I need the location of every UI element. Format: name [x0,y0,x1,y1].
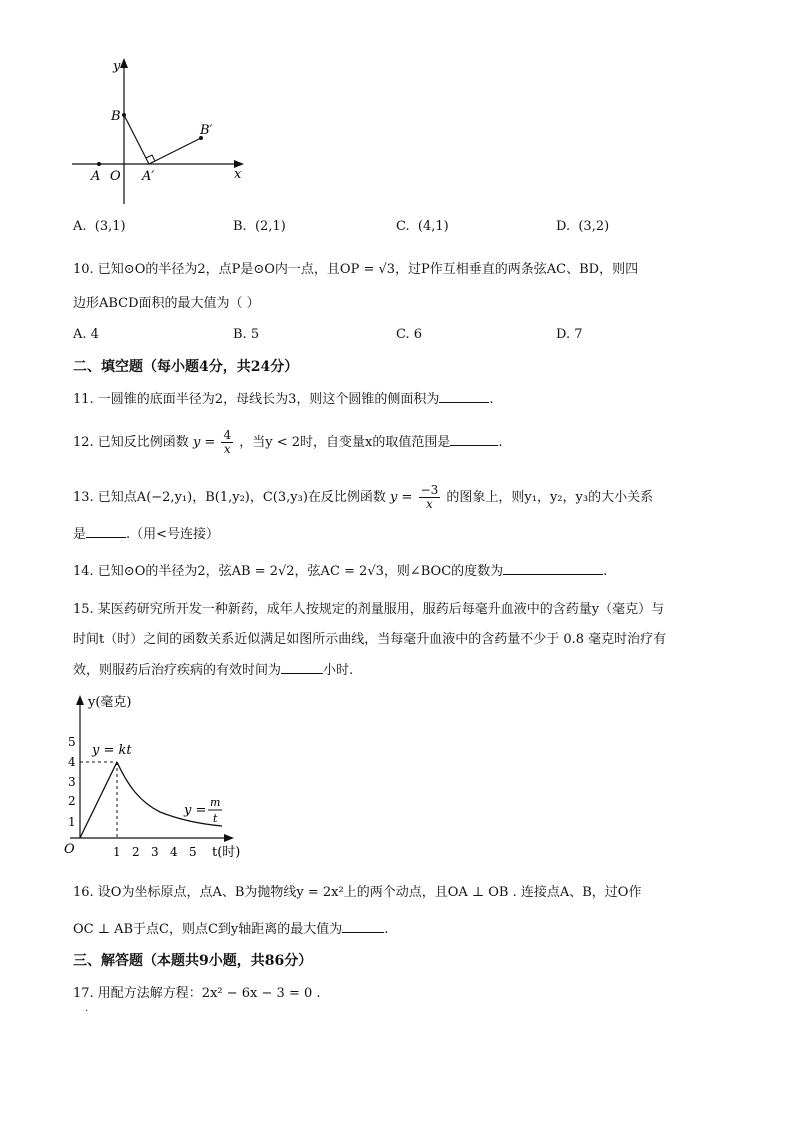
option-value: 7 [574,327,583,342]
label-A: A [91,169,101,184]
q13-func-y: y = [390,490,413,505]
q9-option-c [396,219,449,234]
q16-line2-end: . [384,922,389,937]
x-tick-2: 2 [132,845,140,859]
q14 [73,562,607,581]
q12-func-y: y = [192,435,216,450]
q11-period: . [489,392,494,407]
q12-mid: ，当y < 2时，自变量x的取值范围是 [239,435,451,450]
option-letter: B. [233,327,247,342]
option-value: (4,1) [417,219,449,234]
label-A-prime: A′ [142,169,155,184]
x-tick-5: 5 [189,845,197,859]
q10-option-a [73,327,99,342]
y-tick-4: 4 [68,755,76,769]
option-value: (2,1) [254,219,286,234]
q16-line1: 16. 设O为坐标原点，点A、B为抛物线y = 2x²上的两个动点，且OA ⊥ OB . 连接点A、B，过O作 [73,885,642,900]
x-axis-label: t(时) [212,845,241,860]
q10-line2: 边形ABCD面积的最大值为（ ） [73,296,260,311]
y-axis-arrow [120,58,128,68]
q15-line3-end: 小时. [323,663,354,678]
option-letter: D. [556,327,571,342]
q12-period: . [498,435,503,450]
q9-option-d [556,219,609,234]
q13-line1 [73,483,653,513]
option-letter: C. [396,327,410,342]
y-tick-2: 2 [68,794,76,808]
q11-text: 11. 一圆锥的底面半径为2，母线长为3，则这个圆锥的侧面积为 [73,392,440,407]
q13-line2-end: .（用<号连接） [126,527,220,542]
q15-answer-blank[interactable] [281,661,323,674]
option-value: (3,2) [578,219,610,234]
label-curve-denominator: t [213,812,218,825]
q11 [73,390,494,409]
q15-line1: 15. 某医药研究所开发一种新药，成年人按规定的剂量服用，服药后每毫升血液中的含药量y（毫克）与 [73,602,665,617]
label-O: O [110,169,121,184]
figure-drug-concentration-graph [62,690,252,865]
q15-line3 [73,661,353,680]
q10-option-d [556,327,583,342]
section-3-heading: 三、解答题（本题共9小题，共86分） [73,953,313,969]
q12-numerator: 4 [223,428,232,442]
segment-A-prime-B-prime [149,138,201,164]
option-letter: B. [233,219,247,234]
option-value: (3,1) [94,219,126,234]
y-axis-label: y [113,59,121,74]
q14-period: . [603,564,608,579]
option-letter: A. [73,219,87,234]
option-value: 6 [413,327,423,342]
q13-prefix: 13. 已知点A(−2,y₁)，B(1,y₂)，C(3,y₃)在反比例函数 [73,490,386,505]
point-B [122,113,126,117]
q16-line2 [73,920,388,939]
option-letter: A. [73,327,87,342]
option-value: 4 [90,327,99,342]
q17: 17. 用配方法解方程：2x² − 6x − 3 = 0 . [73,986,321,1001]
q13-line2 [73,525,219,544]
q14-answer-blank[interactable] [503,562,603,575]
q15-line2: 时间t（时）之间的函数关系近似满足如图所示曲线，当每毫升血液中的含药量不少于 0.8 毫克时治疗有 [73,632,667,647]
segment-BA-prime [124,115,149,164]
y-axis-arrow [76,695,84,705]
q13-line2-start: 是 [73,527,87,542]
q13-denominator: x [426,497,433,511]
q12-prefix: 12. 已知反比例函数 [73,435,189,450]
x-tick-1: 1 [113,845,121,859]
q13-numerator: −3 [420,483,439,497]
q11-answer-blank[interactable] [439,390,489,403]
q9-option-a [73,219,126,234]
label-y-equals-kt: y = kt [92,743,132,758]
q13-fraction [419,484,441,511]
point-A [97,162,101,166]
option-letter: D. [556,219,571,234]
label-curve-numerator: m [210,796,221,809]
q13-suffix: 的图象上，则y₁，y₂，y₃的大小关系 [446,490,654,505]
q10-option-b [233,327,259,342]
origin-label: O [64,842,75,857]
y-tick-1: 1 [68,815,76,829]
x-tick-3: 3 [151,845,159,859]
q14-text: 14. 已知⊙O的半径为2，弦AB = 2√2，弦AC = 2√3，则∠BOC的度数为 [73,564,504,579]
x-axis-arrow [224,834,234,842]
option-value: 5 [250,327,260,342]
line-y-equals-kt [80,762,117,838]
q10-line1: 10. 已知⊙O的半径为2，点P是⊙O内一点，且OP = √3，过P作互相垂直的两条弦AC、BD，则四 [73,262,639,277]
q12 [73,428,503,458]
y-tick-3: 3 [68,775,76,789]
y-tick-5: 5 [68,735,76,749]
section-2-heading: 二、填空题（每小题4分，共24分） [73,359,299,375]
q12-fraction [221,429,233,456]
q15-line3-start: 效，则服药后治疗疾病的有效时间为 [73,663,282,678]
label-curve-y: y = [184,803,207,818]
x-axis-label: x [234,167,242,182]
figure-coordinate-diagram [66,52,256,212]
q10-option-c [396,327,422,342]
option-letter: C. [396,219,410,234]
q16-answer-blank[interactable] [342,920,384,933]
q13-answer-blank[interactable] [86,525,126,538]
label-B: B [111,109,121,124]
x-tick-4: 4 [170,845,178,859]
y-axis-label: y(毫克) [88,695,132,710]
stray-dot: . [85,1003,89,1014]
label-B-prime: B′ [200,123,213,138]
q12-denominator: x [223,442,231,456]
q9-option-b [233,219,286,234]
q12-answer-blank[interactable] [450,433,498,446]
q16-line2-start: OC ⊥ AB于点C，则点C到y轴距离的最大值为 [73,922,343,937]
